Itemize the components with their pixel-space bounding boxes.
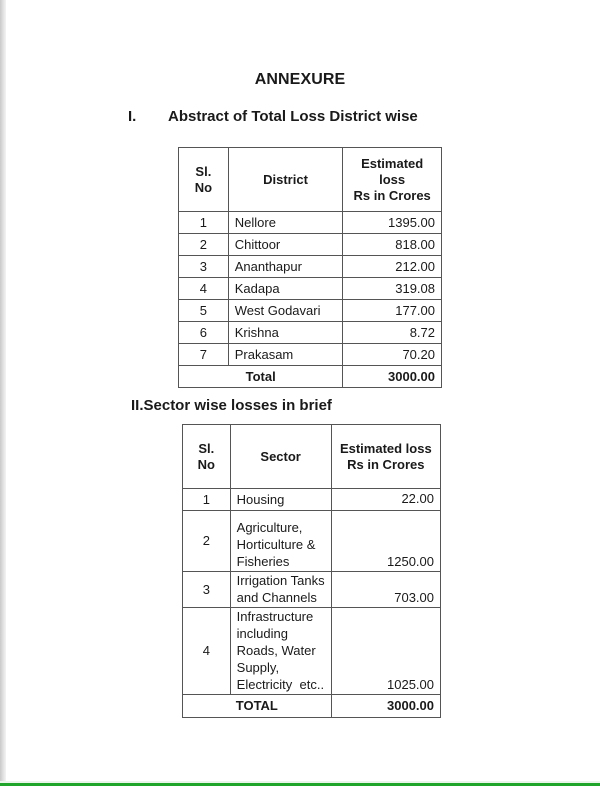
sector-name: Housing xyxy=(230,489,331,511)
sl-no: 7 xyxy=(179,344,229,366)
section-1-heading xyxy=(128,108,418,125)
total-row xyxy=(183,695,441,718)
table-header-row xyxy=(179,148,442,212)
loss-value: 818.00 xyxy=(343,234,442,256)
loss-value: 22.00 xyxy=(331,489,440,511)
sl-no: 5 xyxy=(179,300,229,322)
loss-value: 703.00 xyxy=(331,572,440,608)
district-name: Chittoor xyxy=(228,234,343,256)
table-row xyxy=(179,256,442,278)
sl-no: 1 xyxy=(183,489,231,511)
sl-no: 6 xyxy=(179,322,229,344)
loss-value: 319.08 xyxy=(343,278,442,300)
district-name: Nellore xyxy=(228,212,343,234)
loss-value: 1025.00 xyxy=(331,608,440,695)
table-row xyxy=(179,234,442,256)
header-sl-no: Sl. No xyxy=(179,148,229,212)
sector-loss-table xyxy=(182,424,441,718)
loss-value: 177.00 xyxy=(343,300,442,322)
sl-no: 4 xyxy=(183,608,231,695)
loss-value: 8.72 xyxy=(343,322,442,344)
total-label: Total xyxy=(179,366,343,388)
total-row xyxy=(179,366,442,388)
header-sector: Sector xyxy=(230,425,331,489)
header-district: District xyxy=(228,148,343,212)
page-title: ANNEXURE xyxy=(254,71,346,88)
district-name: Ananthapur xyxy=(228,256,343,278)
table-row xyxy=(183,608,441,695)
table-row xyxy=(179,212,442,234)
table-row xyxy=(179,344,442,366)
district-name: West Godavari xyxy=(228,300,343,322)
sector-name: Irrigation Tanks and Channels xyxy=(230,572,331,608)
sector-name: Agriculture, Horticulture & Fisheries xyxy=(230,511,331,572)
district-loss-table xyxy=(178,147,442,388)
table-row xyxy=(183,572,441,608)
section-1-number: I. xyxy=(128,108,137,125)
page-left-shadow xyxy=(0,0,6,786)
loss-value: 1395.00 xyxy=(343,212,442,234)
sl-no: 2 xyxy=(183,511,231,572)
sector-name: Infrastructure including Roads, Water Supply, Electricity etc.. xyxy=(230,608,331,695)
sl-no: 2 xyxy=(179,234,229,256)
table-row xyxy=(183,489,441,511)
total-value: 3000.00 xyxy=(331,695,440,718)
table-header-row xyxy=(183,425,441,489)
total-label: TOTAL xyxy=(183,695,332,718)
sl-no: 1 xyxy=(179,212,229,234)
table-row xyxy=(179,278,442,300)
table-row xyxy=(179,300,442,322)
loss-value: 212.00 xyxy=(343,256,442,278)
sl-no: 3 xyxy=(183,572,231,608)
header-estimated-loss: Estimated loss Rs in Crores xyxy=(343,148,442,212)
header-estimated-loss: Estimated loss Rs in Crores xyxy=(331,425,440,489)
section-1-title: Abstract of Total Loss District wise xyxy=(168,108,418,125)
header-sl-no: Sl. No xyxy=(183,425,231,489)
table-row xyxy=(179,322,442,344)
district-name: Kadapa xyxy=(228,278,343,300)
district-name: Krishna xyxy=(228,322,343,344)
loss-value: 1250.00 xyxy=(331,511,440,572)
sl-no: 3 xyxy=(179,256,229,278)
sl-no: 4 xyxy=(179,278,229,300)
section-2-heading: II.Sector wise losses in brief xyxy=(131,397,332,414)
table-row xyxy=(183,511,441,572)
loss-value: 70.20 xyxy=(343,344,442,366)
total-value: 3000.00 xyxy=(343,366,442,388)
district-name: Prakasam xyxy=(228,344,343,366)
